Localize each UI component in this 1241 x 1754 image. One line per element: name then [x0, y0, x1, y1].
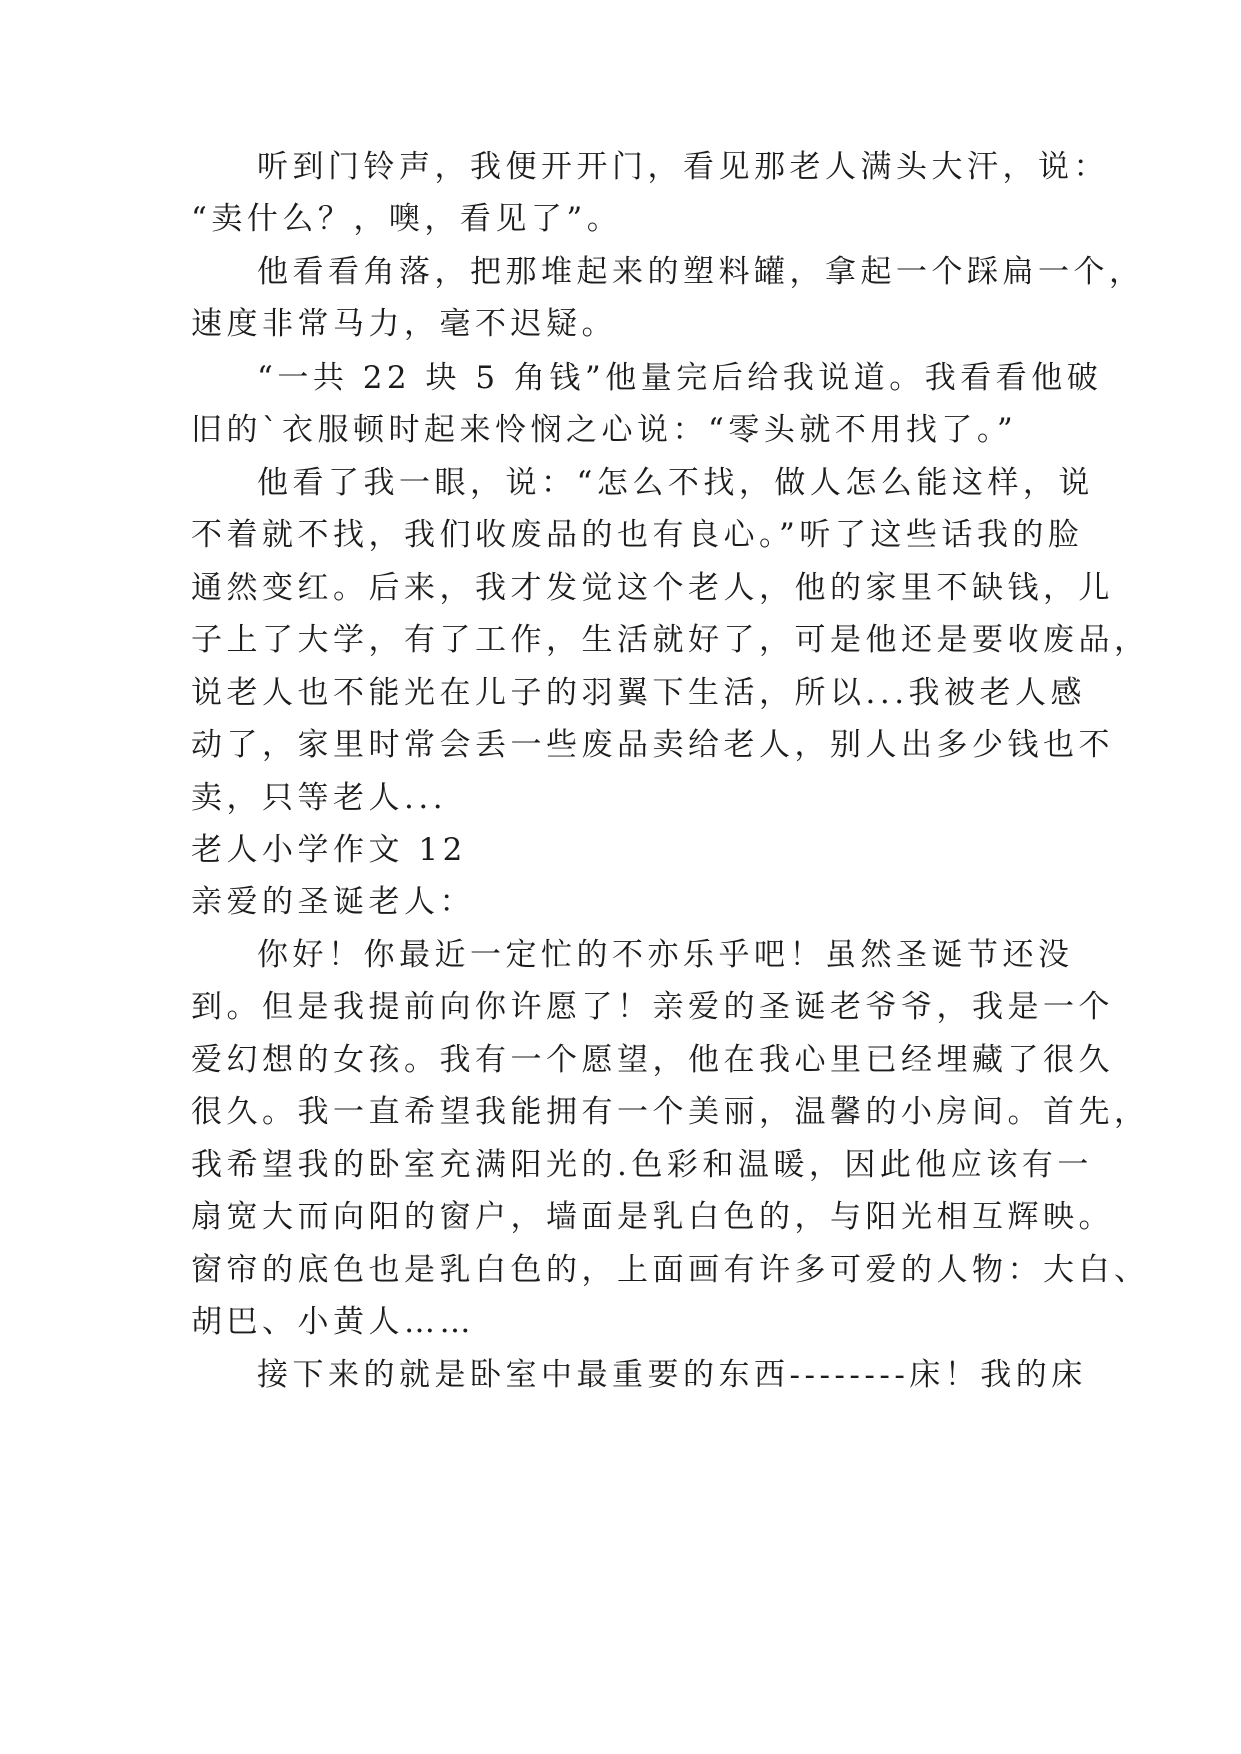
- paragraph-line: 通然变红。后来，我才发觉这个老人，他的家里不缺钱，儿: [191, 570, 1114, 606]
- paragraph-line: 扇宽大而向阳的窗户，墙面是乳白色的，与阳光相互辉映。: [191, 1199, 1114, 1235]
- section-heading: 老人小学作文 12: [191, 832, 467, 868]
- paragraph-line: 不着就不找，我们收废品的也有良心。”听了这些话我的脸: [191, 517, 1084, 553]
- letter-salutation: 亲爱的圣诞老人：: [191, 884, 475, 920]
- document-page: [191, 0, 1150, 1754]
- paragraph-line: 接下来的就是卧室中最重要的东西--------床！我的床: [257, 1357, 1087, 1393]
- paragraph-line: 子上了大学，有了工作，生活就好了，可是他还是要收废品，: [191, 622, 1150, 658]
- paragraph-line: “卖什么？，噢，看见了”。: [191, 201, 623, 237]
- paragraph-line: 卖，只等老人...: [191, 780, 448, 816]
- paragraph-line: 听到门铃声，我便开开门，看见那老人满头大汗，说：: [257, 149, 1109, 185]
- paragraph-line: 速度非常马力，毫不迟疑。: [191, 306, 617, 342]
- paragraph-line: 旧的`衣服顿时起来怜悯之心说：“零头就不用找了。”: [191, 412, 1018, 448]
- paragraph-line: 我希望我的卧室充满阳光的.色彩和温暖，因此他应该有一: [191, 1147, 1093, 1183]
- paragraph-line: 说老人也不能光在儿子的羽翼下生活，所以...我被老人感: [191, 675, 1087, 711]
- paragraph-line: “一共 22 块 5 角钱”他量完后给我说道。我看看他破: [257, 360, 1103, 396]
- paragraph-line: 到。但是我提前向你许愿了！亲爱的圣诞老爷爷，我是一个: [191, 989, 1114, 1025]
- paragraph-line: 动了，家里时常会丢一些废品卖给老人，别人出多少钱也不: [191, 727, 1114, 763]
- paragraph-line: 很久。我一直希望我能拥有一个美丽，温馨的小房间。首先，: [191, 1094, 1150, 1130]
- paragraph-line: 他看了我一眼，说：“怎么不找，做人怎么能这样，说: [257, 465, 1094, 501]
- paragraph-line: 窗帘的底色也是乳白色的，上面画有许多可爱的人物：大白、: [191, 1252, 1150, 1288]
- paragraph-line: 胡巴、小黄人……: [191, 1304, 475, 1340]
- paragraph-line: 爱幻想的女孩。我有一个愿望，他在我心里已经埋藏了很久: [191, 1042, 1114, 1078]
- paragraph-line: 他看看角落，把那堆起来的塑料罐，拿起一个踩扁一个，: [257, 254, 1145, 290]
- paragraph-line: 你好！你最近一定忙的不亦乐乎吧！虽然圣诞节还没: [257, 937, 1074, 973]
